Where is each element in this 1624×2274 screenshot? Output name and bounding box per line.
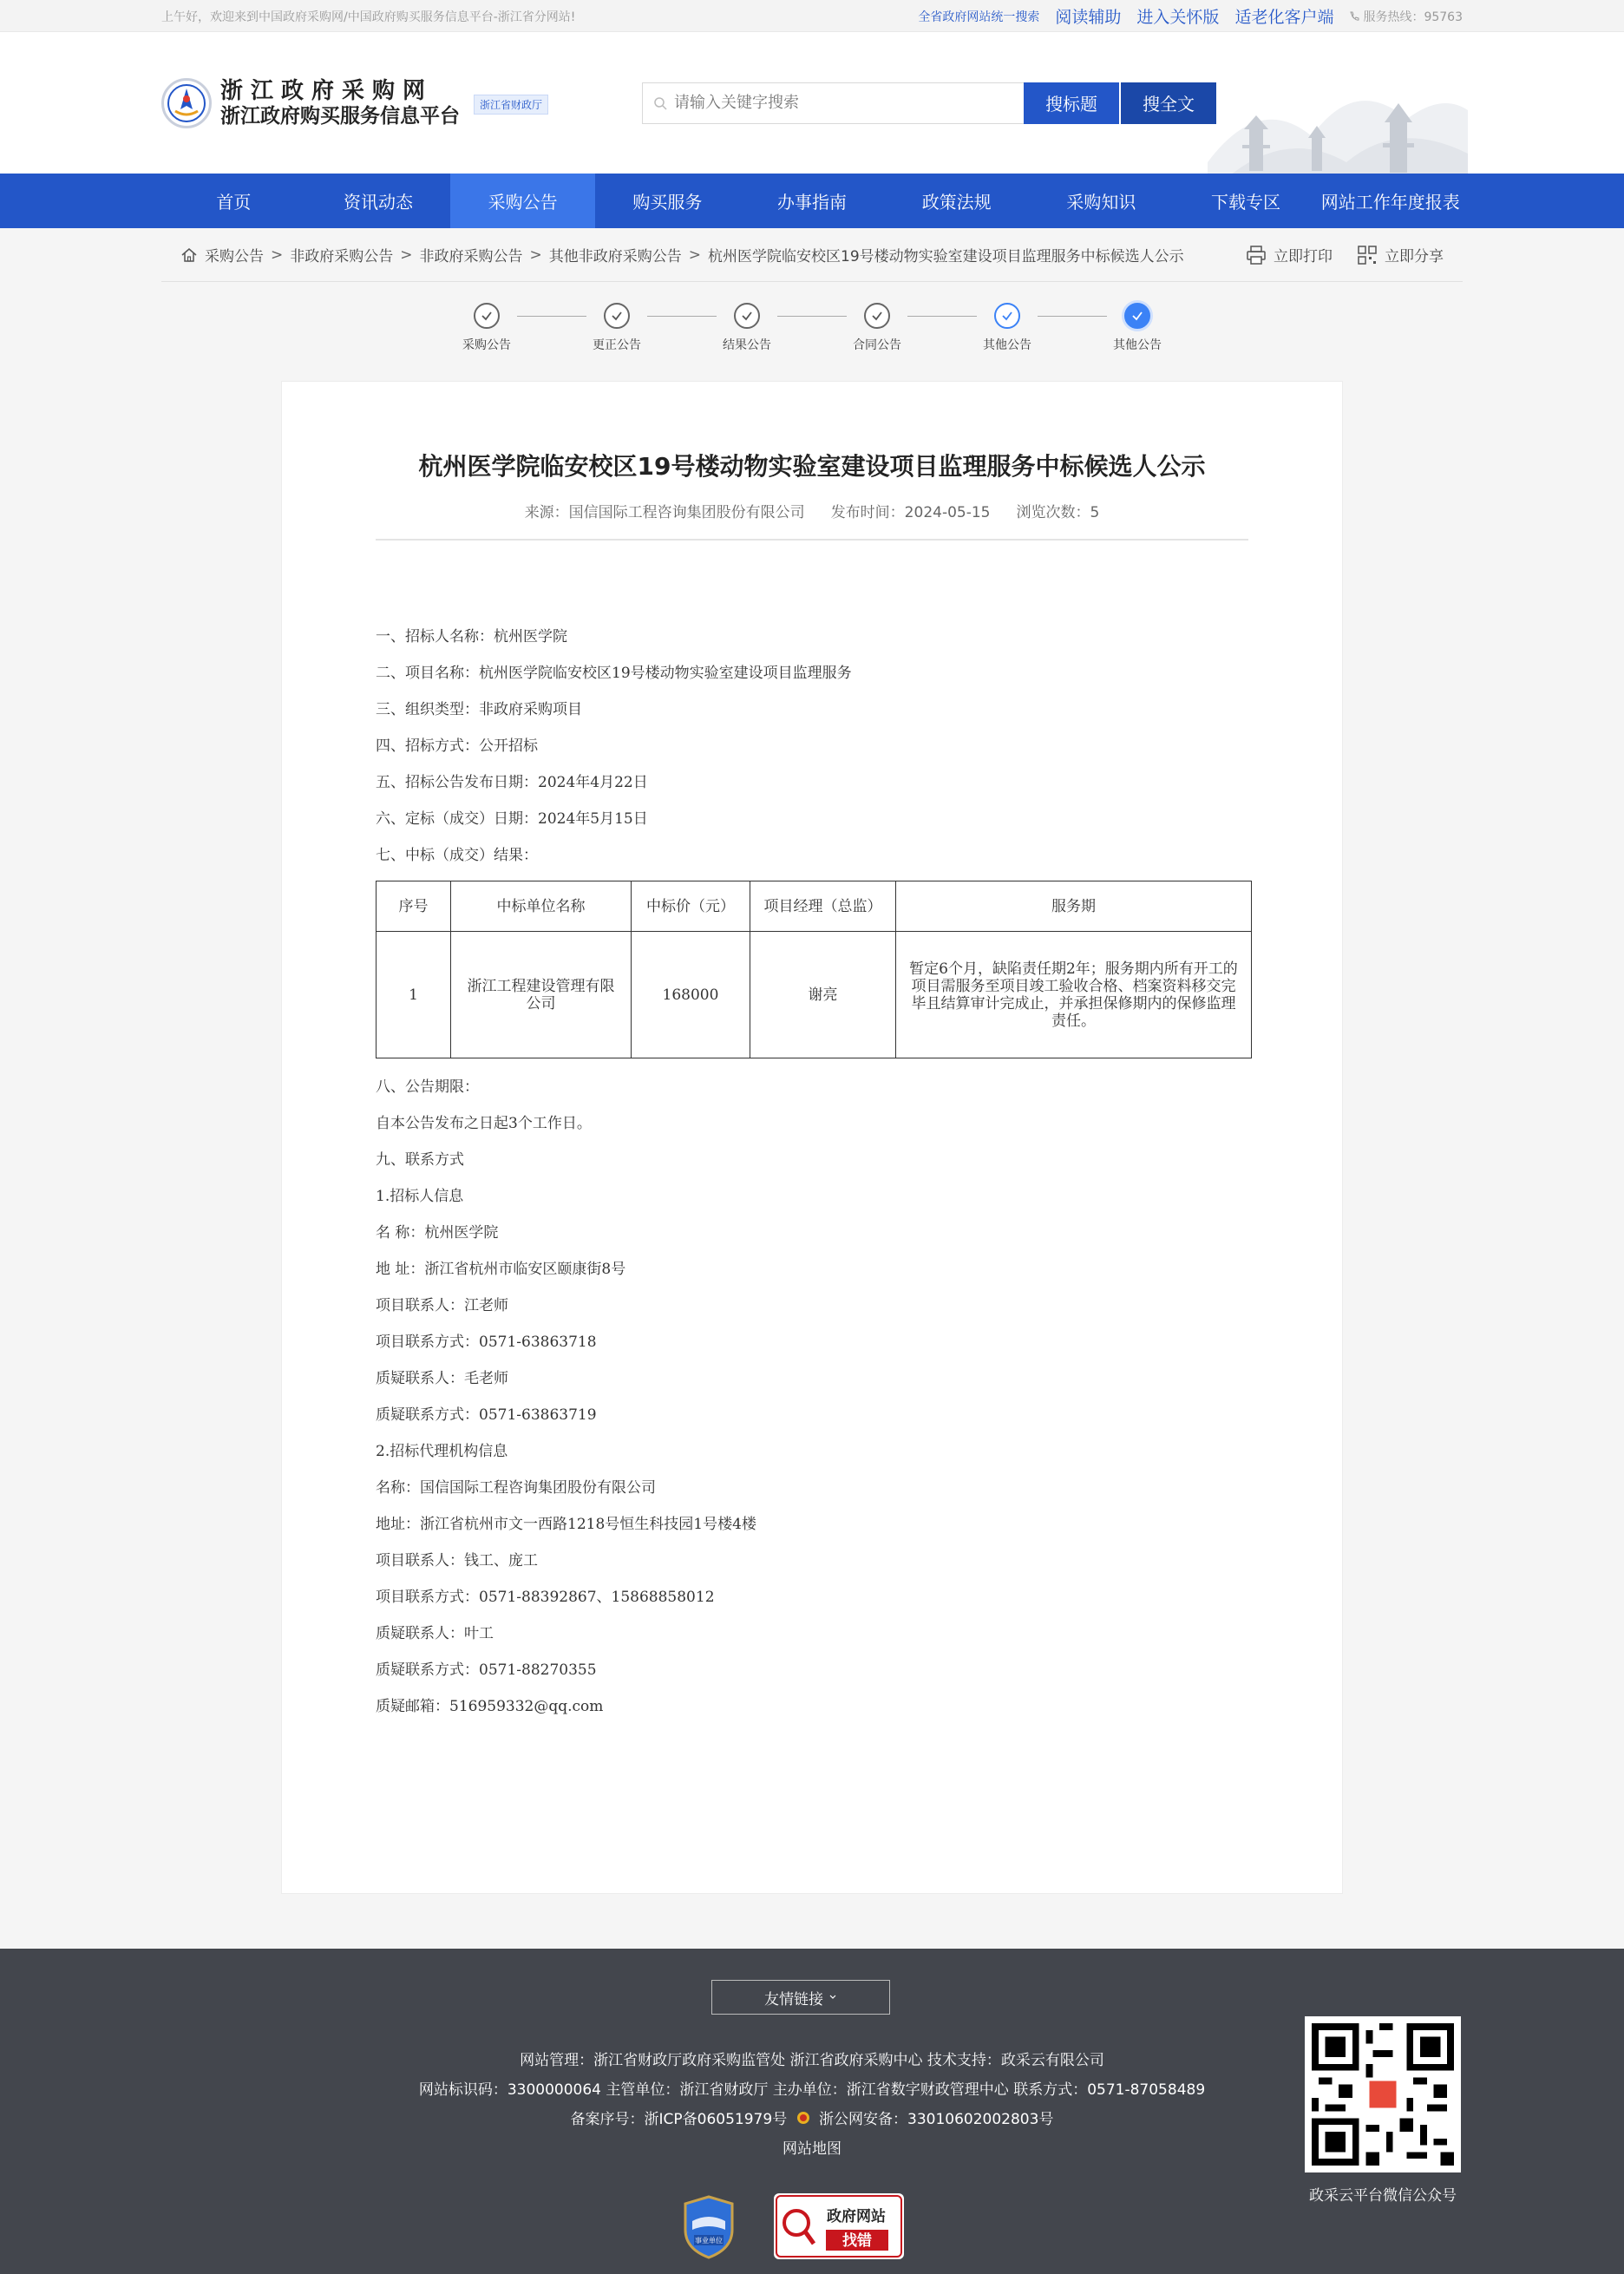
- step-connector: [907, 316, 977, 317]
- header: [0, 32, 1624, 174]
- body-paragraph: 六、定标（成交）日期：2024年5月15日: [376, 810, 648, 828]
- body-paragraph: 地址：浙江省杭州市文一西路1218号恒生科技园1号楼4楼: [376, 1516, 756, 1533]
- friend-links-dropdown[interactable]: [711, 1980, 890, 2015]
- body-paragraph: 质疑联系方式：0571-63863719: [376, 1406, 597, 1424]
- chevron-down-icon: [828, 1993, 837, 2002]
- search-box[interactable]: [642, 82, 1024, 124]
- table-header: 中标单位名称: [451, 881, 632, 932]
- share-label: 立即分享: [1385, 248, 1444, 265]
- table-header-row: [377, 881, 1252, 932]
- nav-download[interactable]: 下载专区: [1211, 192, 1281, 213]
- public-institution-badge[interactable]: [682, 2195, 736, 2263]
- check-icon: [741, 310, 753, 322]
- table-cell: 浙江工程建设管理有限公司: [451, 932, 632, 1058]
- body-paragraph: 八、公告期限：: [376, 1078, 479, 1096]
- badge-find-text: 找错: [842, 2232, 872, 2250]
- sitemap-link[interactable]: 网站地图: [783, 2140, 841, 2158]
- step-other-current[interactable]: [1107, 303, 1168, 353]
- care-mode-link[interactable]: 进入关怀版: [1136, 8, 1220, 27]
- body-paragraph: 质疑联系人：叶工: [376, 1625, 494, 1642]
- article-card: [281, 381, 1343, 1894]
- step-label: 更正公告: [593, 338, 641, 352]
- hotline: [1349, 8, 1463, 25]
- check-icon: [1001, 310, 1013, 322]
- body-paragraph: 项目联系人：钱工、庞工: [376, 1552, 538, 1570]
- emblem-icon: [161, 78, 212, 128]
- gov-site-report-badge[interactable]: [774, 2193, 904, 2259]
- police-record-link[interactable]: 浙公网安备：33010602002803号: [819, 2111, 1054, 2128]
- site-logo[interactable]: [161, 78, 548, 128]
- body-paragraph: 九、联系方式: [376, 1151, 464, 1169]
- print-label: 立即打印: [1274, 248, 1333, 265]
- search-input[interactable]: [674, 94, 1004, 112]
- breadcrumb-item-3[interactable]: 非政府采购公告: [419, 248, 523, 265]
- site-search-link[interactable]: 全省政府网站统一搜索: [918, 10, 1040, 24]
- footer-management: 网站管理：浙江省财政厅政府采购监管处 浙江省政府采购中心 技术支持：政采云有限公司: [520, 2052, 1104, 2069]
- body-paragraph: 一、招标人名称：杭州医学院: [376, 628, 567, 646]
- logo-subtitle: 浙江政府购买服务信息平台: [220, 104, 460, 128]
- step-connector: [1038, 316, 1107, 317]
- share-button[interactable]: [1357, 244, 1444, 265]
- nav-home[interactable]: 首页: [216, 192, 252, 213]
- check-icon: [871, 310, 883, 322]
- search-icon: [653, 96, 667, 110]
- step-label: 采购公告: [462, 338, 511, 352]
- body-paragraph: 七、中标（成交）结果：: [376, 847, 538, 864]
- body-paragraph: 名 称：杭州医学院: [376, 1224, 499, 1242]
- step-other-1[interactable]: [977, 303, 1038, 353]
- step-connector: [647, 316, 717, 317]
- nav-procurement-notice[interactable]: 采购公告: [450, 174, 595, 228]
- phone-icon: [1349, 11, 1359, 22]
- wechat-qr-code: [1305, 2016, 1461, 2172]
- award-result-table: [376, 881, 1252, 1058]
- body-paragraph: 项目联系方式：0571-63863718: [376, 1334, 597, 1351]
- breadcrumb-item-4[interactable]: 其他非政府采购公告: [548, 248, 682, 265]
- body-paragraph: 2.招标代理机构信息: [376, 1443, 508, 1460]
- notice-progress: [161, 303, 1463, 364]
- nav-news[interactable]: 资讯动态: [344, 192, 413, 213]
- breadcrumb-separator: >: [688, 246, 701, 264]
- main-nav: [0, 174, 1624, 228]
- body-paragraph: 五、招标公告发布日期：2024年4月22日: [376, 774, 648, 791]
- hotline-text: 服务热线：95763: [1363, 10, 1463, 24]
- breadcrumb-separator: >: [529, 246, 542, 264]
- table-row: [377, 932, 1252, 1058]
- step-label: 其他公告: [1113, 338, 1162, 352]
- table-header: 中标价（元）: [632, 881, 750, 932]
- step-label: 其他公告: [983, 338, 1031, 352]
- elderly-client-link[interactable]: 适老化客户端: [1234, 8, 1334, 27]
- step-correction[interactable]: [586, 303, 647, 353]
- step-procurement[interactable]: [456, 303, 517, 353]
- breadcrumb: [161, 228, 1463, 282]
- step-connector: [777, 316, 847, 317]
- step-label: 合同公告: [853, 338, 901, 352]
- search-title-button[interactable]: 搜标题: [1024, 82, 1119, 124]
- body-paragraph: 自本公告发布之日起3个工作日。: [376, 1115, 592, 1132]
- article-source: 来源：国信国际工程咨询集团股份有限公司: [524, 504, 805, 521]
- body-paragraph: 项目联系人：江老师: [376, 1297, 508, 1314]
- welcome-text: 上午好，欢迎来到中国政府采购网/中国政府购买服务信息平台-浙江省分网站!: [161, 10, 576, 24]
- friend-links-label: 友情链接: [764, 1990, 823, 2009]
- body-paragraph: 四、招标方式：公开招标: [376, 737, 538, 755]
- qr-label: 政采云平台微信公众号: [1309, 2187, 1457, 2205]
- body-paragraph: 质疑联系方式：0571-88270355: [376, 1661, 597, 1679]
- article-date: 发布时间：2024-05-15: [830, 504, 991, 521]
- table-cell: 168000: [632, 932, 750, 1058]
- body-paragraph: 二、项目名称：杭州医学院临安校区19号楼动物实验室建设项目监理服务: [376, 665, 852, 682]
- step-label: 结果公告: [723, 338, 771, 352]
- table-cell: 谢亮: [750, 932, 896, 1058]
- article-views: 浏览次数：5: [1016, 504, 1100, 521]
- search-bar: [642, 82, 1216, 124]
- badge-unit-text: 事业单位: [695, 2237, 723, 2245]
- breadcrumb-current: 杭州医学院临安校区19号楼动物实验室建设项目监理服务中标候选人公示: [708, 248, 1184, 265]
- check-icon: [611, 310, 623, 322]
- check-icon: [481, 310, 493, 322]
- body-paragraph: 名称：国信国际工程咨询集团股份有限公司: [376, 1479, 656, 1497]
- breadcrumb-separator: >: [271, 246, 284, 264]
- body-paragraph: 质疑邮箱：516959332@qq.com: [376, 1698, 604, 1715]
- check-icon: [1131, 310, 1143, 322]
- top-bar: [0, 0, 1624, 32]
- body-paragraph: 质疑联系人：毛老师: [376, 1370, 508, 1387]
- footer: [0, 1949, 1624, 2274]
- breadcrumb-separator: >: [400, 246, 413, 264]
- nav-knowledge[interactable]: 采购知识: [1066, 192, 1136, 213]
- dept-badge: 浙江省财政厅: [474, 95, 548, 115]
- search-fulltext-button[interactable]: 搜全文: [1121, 82, 1216, 124]
- breadcrumb-item-2[interactable]: 非政府采购公告: [290, 248, 394, 265]
- nav-purchase-service[interactable]: 购买服务: [632, 192, 703, 213]
- table-header: 序号: [377, 881, 451, 932]
- article-meta: [376, 500, 1248, 521]
- icp-record-link[interactable]: 备案序号：浙ICP备06051979号: [570, 2111, 788, 2128]
- police-badge-icon: [796, 2110, 811, 2126]
- step-result[interactable]: [717, 303, 777, 353]
- body-paragraph: 三、组织类型：非政府采购项目: [376, 701, 582, 718]
- table-cell: 暂定6个月，缺陷责任期2年；服务期内所有开工的项目需服务至项目竣工验收合格、档案资料移交完毕且结算审计完成止，并承担保修期内的保修监理责任。: [896, 932, 1252, 1058]
- logo-title: 浙江政府采购网: [220, 77, 434, 104]
- badge-gov-text: 政府网站: [827, 2208, 886, 2225]
- breadcrumb-item-1[interactable]: 采购公告: [205, 248, 264, 265]
- nav-policy[interactable]: 政策法规: [921, 192, 992, 213]
- reading-aid-link[interactable]: 阅读辅助: [1055, 8, 1122, 27]
- article-title: 杭州医学院临安校区19号楼动物实验室建设项目监理服务中标候选人公示: [418, 452, 1206, 481]
- home-icon[interactable]: [180, 246, 198, 264]
- table-cell: 1: [377, 932, 451, 1058]
- title-divider: [376, 539, 1248, 541]
- body-paragraph: 项目联系方式：0571-88392867、15868858012: [376, 1589, 715, 1606]
- step-connector: [517, 316, 586, 317]
- table-header: 服务期: [896, 881, 1252, 932]
- printer-icon: [1246, 245, 1267, 265]
- step-contract[interactable]: [847, 303, 907, 353]
- article-body: [376, 619, 1248, 1725]
- body-paragraph: 1.招标人信息: [376, 1188, 464, 1205]
- print-button[interactable]: [1246, 244, 1333, 265]
- body-paragraph: 地 址：浙江省杭州市临安区颐康街8号: [376, 1261, 626, 1278]
- table-header: 项目经理（总监）: [750, 881, 896, 932]
- qr-share-icon: [1357, 245, 1378, 265]
- nav-guide[interactable]: 办事指南: [777, 192, 848, 213]
- nav-annual-report[interactable]: 网站工作年度报表: [1320, 192, 1460, 213]
- footer-site-id: 网站标识码：3300000064 主管单位：浙江省财政厅 主办单位：浙江省数字财政管理中心 联系方式：0571-87058489: [418, 2081, 1206, 2099]
